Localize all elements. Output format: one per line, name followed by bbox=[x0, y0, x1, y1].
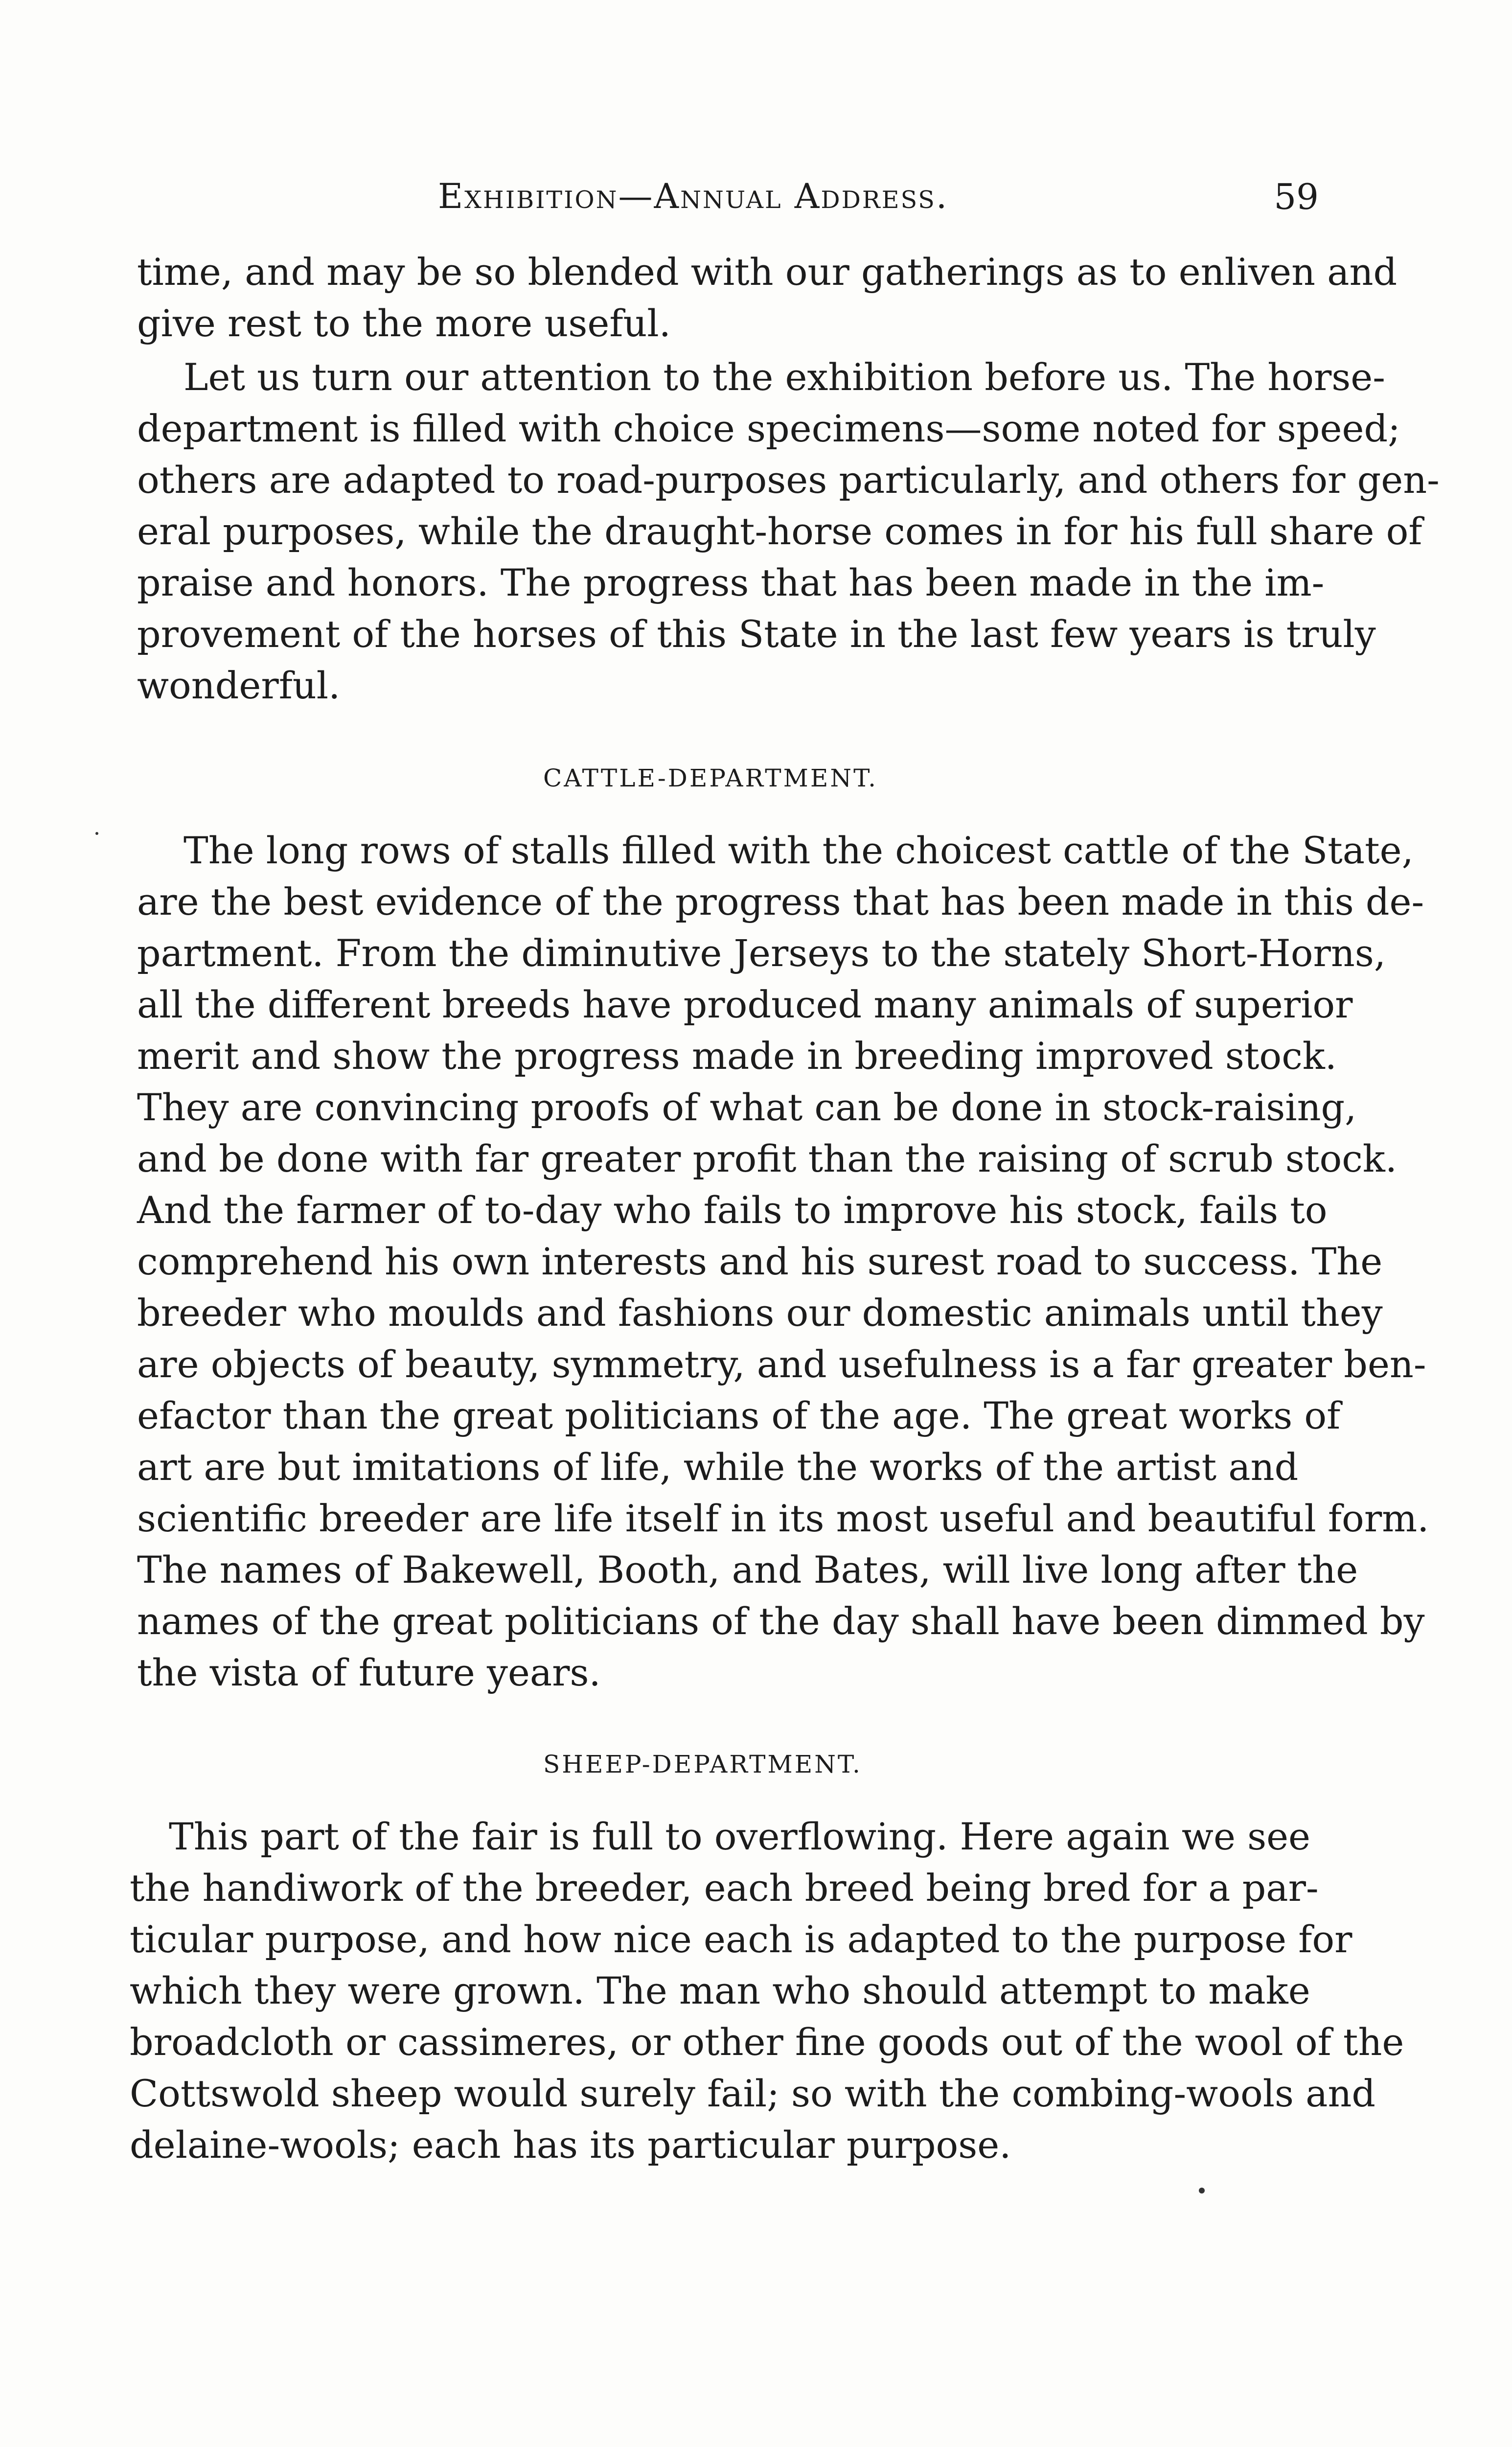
text-line: wonderful. bbox=[137, 664, 341, 707]
text-line: the vista of future years. bbox=[137, 1651, 601, 1694]
text-line: provement of the horses of this State in the last few years is truly bbox=[137, 612, 1376, 656]
text-line: scientific breeder are life itself in its most useful and beautiful form. bbox=[137, 1497, 1429, 1540]
page-number: 59 bbox=[1274, 176, 1319, 217]
text-line: And the farmer of to-day who fails to improve his stock, fails to bbox=[137, 1188, 1328, 1232]
text-line: names of the great politicians of the day shall have been dimmed by bbox=[137, 1599, 1425, 1643]
text-line: which they were grown. The man who should attempt to make bbox=[130, 1969, 1310, 2012]
text-line: art are but imitations of life, while the works of the artist and bbox=[137, 1445, 1299, 1489]
text-line: are the best evidence of the progress that has been made in this de- bbox=[137, 880, 1424, 923]
text-line: The long rows of stalls filled with the choicest cattle of the State, bbox=[183, 829, 1414, 872]
running-head: Exhibition—Annual Address. bbox=[438, 176, 949, 216]
section-heading-sheep: SHEEP-DEPARTMENT. bbox=[543, 1750, 862, 1778]
text-line: They are convincing proofs of what can be done in stock-raising, bbox=[137, 1085, 1357, 1129]
section-heading-cattle: CATTLE-DEPARTMENT. bbox=[543, 764, 878, 792]
text-line: partment. From the diminutive Jerseys to the stately Short-Horns, bbox=[137, 931, 1386, 975]
print-speck bbox=[95, 832, 98, 835]
text-line: and be done with far greater profit than the raising of scrub stock. bbox=[137, 1137, 1397, 1180]
text-line: department is filled with choice specimens—some noted for speed; bbox=[137, 407, 1400, 450]
text-line: Let us turn our attention to the exhibition before us. The horse- bbox=[183, 355, 1385, 399]
text-line: others are adapted to road-purposes particularly, and others for gen- bbox=[137, 458, 1440, 502]
text-line: are objects of beauty, symmetry, and usefulness is a far greater ben- bbox=[137, 1342, 1426, 1386]
text-line: the handiwork of the breeder, each breed being bred for a par- bbox=[130, 1866, 1319, 1910]
text-line: all the different breeds have produced many animals of superior bbox=[137, 983, 1353, 1026]
text-line: ticular purpose, and how nice each is adapted to the purpose for bbox=[130, 1917, 1352, 1961]
text-line: The names of Bakewell, Booth, and Bates, will live long after the bbox=[137, 1548, 1358, 1592]
text-line: time, and may be so blended with our gatherings as to enliven and bbox=[137, 250, 1397, 294]
text-line: This part of the fair is full to overflowing. Here again we see bbox=[169, 1815, 1311, 1858]
page-header bbox=[135, 176, 1319, 235]
text-line: eral purposes, while the draught-horse comes in for his full share of bbox=[137, 509, 1422, 553]
text-line: comprehend his own interests and his surest road to success. The bbox=[137, 1240, 1383, 1283]
text-line: merit and show the progress made in breeding improved stock. bbox=[137, 1034, 1337, 1078]
text-line: efactor than the great politicians of the age. The great works of bbox=[137, 1394, 1341, 1437]
text-line: give rest to the more useful. bbox=[137, 301, 671, 345]
text-line: praise and honors. The progress that has been made in the im- bbox=[137, 561, 1325, 604]
text-line: broadcloth or cassimeres, or other fine goods out of the wool of the bbox=[130, 2020, 1404, 2064]
text-line: delaine-wools; each has its particular purpose. bbox=[130, 2123, 1011, 2167]
text-line: breeder who moulds and fashions our domestic animals until they bbox=[137, 1291, 1383, 1335]
print-speck bbox=[1199, 2188, 1205, 2193]
text-line: Cottswold sheep would surely fail; so with the combing-wools and bbox=[130, 2072, 1376, 2115]
